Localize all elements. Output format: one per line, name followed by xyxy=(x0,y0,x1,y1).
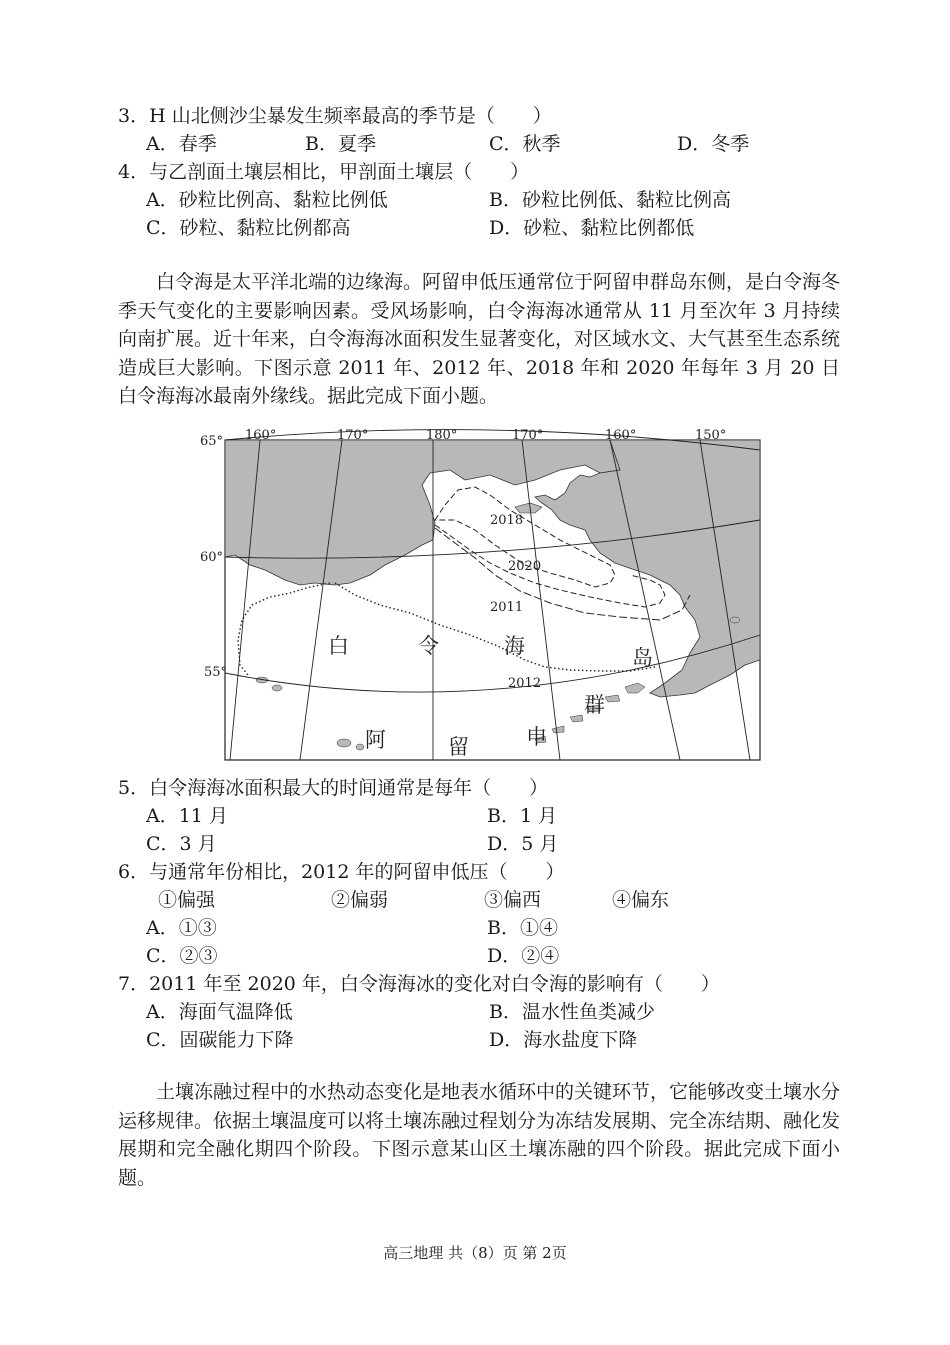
q3-option-c: C．秋季 xyxy=(489,133,561,155)
page-footer: 高三地理 共（8）页 第 2页 xyxy=(383,1244,567,1262)
islands-name-char: 岛 xyxy=(632,646,653,670)
lon-label-180: 180° xyxy=(426,428,458,443)
q3-option-a: A．春季 xyxy=(146,133,217,155)
q7-option-d: D．海水盐度下降 xyxy=(489,1029,638,1051)
q6-choice-3: ③偏西 xyxy=(484,889,542,911)
q5-option-c: C．3 月 xyxy=(146,833,217,855)
aleutian-name-char: 申 xyxy=(526,725,547,749)
sea-name-char: 海 xyxy=(504,634,525,658)
year-label-2020: 2020 xyxy=(508,559,542,574)
year-label-2018: 2018 xyxy=(490,513,524,528)
year-label-2012: 2012 xyxy=(508,676,542,691)
q6-option-d: D．②④ xyxy=(487,945,560,967)
small-island xyxy=(356,744,364,750)
aleutian-name-char: 阿 xyxy=(365,728,386,752)
q7-stem: 7．2011 年至 2020 年，白令海海冰的变化对白令海的影响有（ ） xyxy=(118,973,720,995)
small-island xyxy=(272,685,282,691)
lat-label-65: 65° xyxy=(200,434,224,449)
q4-option-a: A．砂粒比例高、黏粒比例低 xyxy=(146,189,388,211)
small-island xyxy=(730,617,740,623)
q6-choice-1: ①偏强 xyxy=(158,889,216,911)
q7-option-c: C．固碳能力下降 xyxy=(146,1029,294,1051)
q4-option-d: D．砂粒、黏粒比例都低 xyxy=(489,217,695,239)
passage-soil-freeze-thaw: 土壤冻融过程中的水热动态变化是地表水循环中的关键环节，它能够改变土壤水分运移规律。依据土壤温度可以将土壤冻融过程划分为冻结发展期、完全冻结期、融化发展期和完全融化期四个阶段。下图示意某山区土壤冻融的四个阶段。据此完成下面小题。 xyxy=(118,1081,841,1189)
q4-stem: 4．与乙剖面土壤层相比，甲剖面土壤层（ ） xyxy=(118,161,530,183)
q3-option-d: D．冬季 xyxy=(677,133,750,155)
q4-option-b: B．砂粒比例低、黏粒比例高 xyxy=(489,189,731,211)
lon-label-160e: 160° xyxy=(605,428,637,443)
lat-label-55: 55° xyxy=(204,665,228,680)
q6-option-a: A．①③ xyxy=(146,917,217,939)
q7-option-a: A．海面气温降低 xyxy=(146,1001,293,1023)
islands-name-char: 群 xyxy=(584,693,605,717)
year-label-2011: 2011 xyxy=(490,600,524,615)
lon-label-170w: 170° xyxy=(337,428,369,443)
q6-choice-2: ②偏弱 xyxy=(331,889,389,911)
passage-bering-sea: 白令海是太平洋北端的边缘海。阿留申低压通常位于阿留申群岛东侧，是白令海冬季天气变化的主要影响因素。受风场影响，白令海海冰通常从 11 月至次年 3 月持续向南扩展。近十年来，白令海海冰面积发生显著变化，对区域水文、大气甚至生态系统造成巨大影响。下图示意 2011 年、2012 年、2018 年和 2020 年每年 3 月 20 日白令海海冰最南外缘线。据此完成下面小题。 xyxy=(118,271,841,407)
q5-option-b: B．1 月 xyxy=(487,805,558,827)
sea-name-char: 令 xyxy=(418,634,439,658)
lon-label-150e: 150° xyxy=(695,428,727,443)
bering-sea-ice-map xyxy=(190,425,770,765)
q3-option-b: B．夏季 xyxy=(305,133,376,155)
q7-option-b: B．温水性鱼类减少 xyxy=(489,1001,655,1023)
q3-stem: 3．H 山北侧沙尘暴发生频率最高的季节是（ ） xyxy=(118,105,552,127)
q6-choice-4: ④偏东 xyxy=(612,889,670,911)
small-island xyxy=(337,739,351,747)
q6-stem: 6．与通常年份相比，2012 年的阿留申低压（ ） xyxy=(118,861,565,883)
sea-name-char: 白 xyxy=(328,634,349,658)
aleutian-name-char: 留 xyxy=(448,735,469,759)
q5-stem: 5．白令海海冰面积最大的时间通常是每年（ ） xyxy=(118,777,549,799)
lon-label-160w: 160° xyxy=(245,428,277,443)
q4-option-c: C．砂粒、黏粒比例都高 xyxy=(146,217,351,239)
q5-option-d: D．5 月 xyxy=(487,833,559,855)
q5-option-a: A．11 月 xyxy=(146,805,228,827)
q6-option-b: B．①④ xyxy=(487,917,558,939)
q6-option-c: C．②③ xyxy=(146,945,218,967)
lon-label-170e: 170° xyxy=(512,428,544,443)
lat-label-60: 60° xyxy=(200,550,224,565)
